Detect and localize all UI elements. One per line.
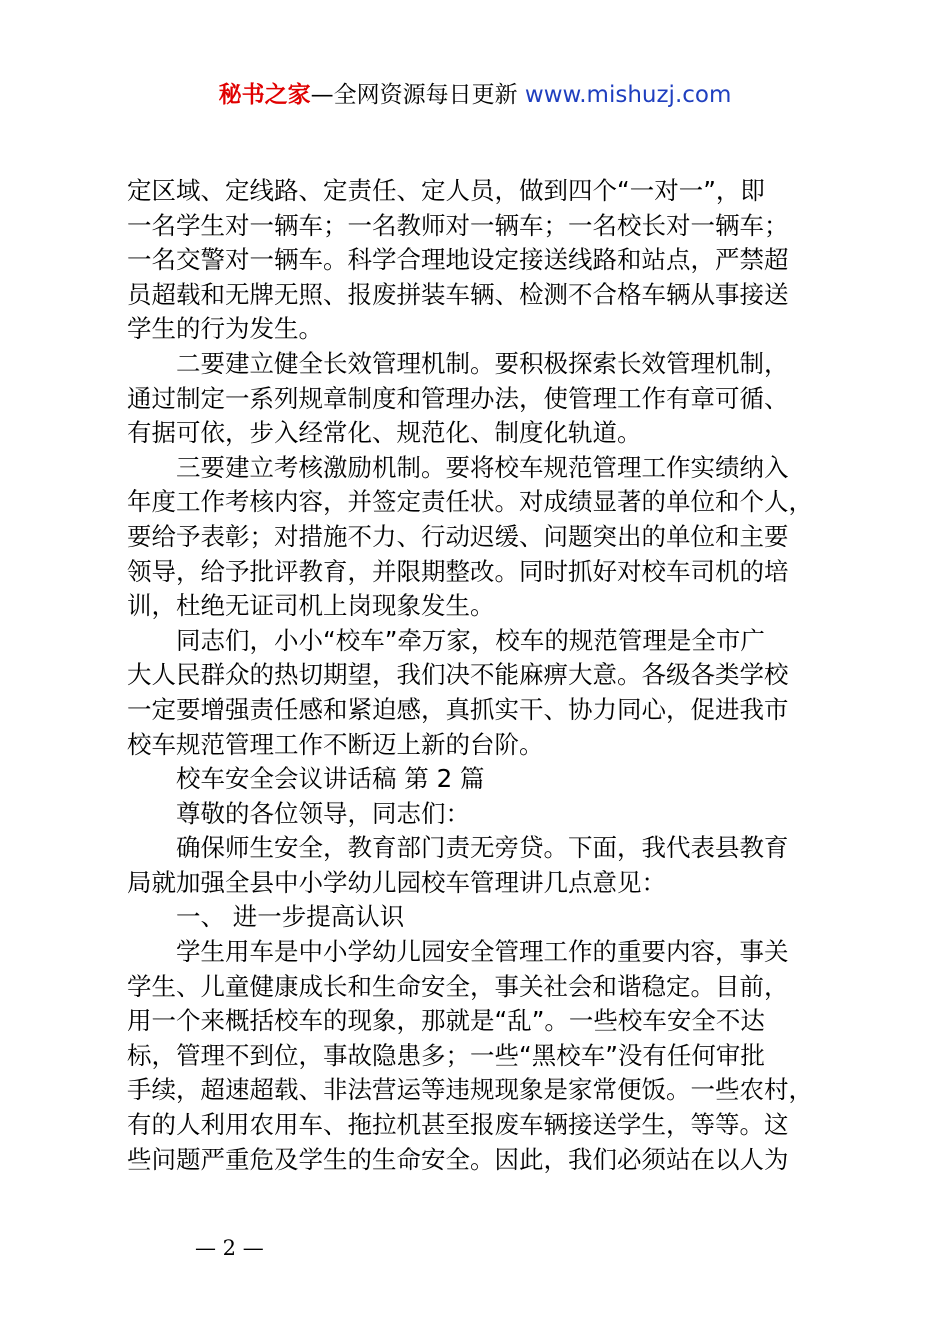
body-line: 学生的行为发生。 [127, 314, 323, 344]
body-line: 领导，给予批评教育，并限期整改。同时抓好对校车司机的培 [127, 556, 789, 586]
body-line: 标，管理不到位，事故隐患多；一些“黑校车”没有任何审批 [127, 1040, 765, 1070]
body-line: 有的人利用农用车、拖拉机甚至报废车辆接送学生，等等。这 [127, 1110, 789, 1140]
body-line: 校车规范管理工作不断迈上新的台阶。 [127, 729, 544, 759]
paragraph-start-line: 同志们，小小“校车”牵万家，校车的规范管理是全市广 [176, 625, 765, 655]
body-line: 大人民群众的热切期望，我们决不能麻痹大意。各级各类学校 [127, 660, 789, 690]
body-line: 学生、儿童健康成长和生命安全，事关社会和谐稳定。目前， [127, 971, 789, 1001]
paragraph-start-line: 学生用车是中小学幼儿园安全管理工作的重要内容，事关 [176, 937, 789, 967]
brand-name: 秘书之家 [218, 82, 311, 108]
site-url: www.mishuzj.com [524, 82, 732, 108]
body-line: 手续，超速超载、非法营运等违规现象是家常便饭。一些农村， [127, 1075, 813, 1105]
body-line: 一定要增强责任感和紧迫感，真抓实干、协力同心，促进我市 [127, 694, 789, 724]
page-number: — 2 — [195, 1236, 264, 1260]
body-line: 要给予表彰；对措施不力、行动迟缓、问题突出的单位和主要 [127, 521, 789, 551]
body-line: 通过制定一系列规章制度和管理办法，使管理工作有章可循、 [127, 383, 789, 413]
document-body [127, 174, 833, 1177]
subsection-heading: 一、 进一步提高认识 [176, 902, 405, 932]
section-title: 校车安全会议讲话稿 第 2 篇 [176, 764, 485, 794]
body-line: 年度工作考核内容，并签定责任状。对成绩显著的单位和个人， [127, 487, 813, 517]
paragraph-start-line: 二要建立健全长效管理机制。要积极探索长效管理机制， [176, 348, 789, 378]
salutation: 尊敬的各位领导，同志们： [176, 798, 470, 828]
page-header [0, 78, 950, 112]
body-line: 些问题严重危及学生的生命安全。因此，我们必须站在以人为 [127, 1144, 789, 1174]
paragraph-start-line: 确保师生安全，教育部门责无旁贷。下面，我代表县教育 [176, 833, 789, 863]
header-tagline: —全网资源每日更新 [310, 82, 525, 108]
body-line: 一名交警对一辆车。科学合理地设定接送线路和站点，严禁超 [127, 245, 789, 275]
body-line: 一名学生对一辆车；一名教师对一辆车；一名校长对一辆车； [127, 210, 789, 240]
body-line: 局就加强全县中小学幼儿园校车管理讲几点意见： [127, 867, 666, 897]
body-line: 员超载和无牌无照、报废拼装车辆、检测不合格车辆从事接送 [127, 279, 789, 309]
body-line: 有据可依，步入经常化、规范化、制度化轨道。 [127, 418, 642, 448]
body-line: 训，杜绝无证司机上岗现象发生。 [127, 591, 495, 621]
body-line: 定区域、定线路、定责任、定人员，做到四个“一对一”，即 [127, 176, 765, 205]
paragraph-start-line: 三要建立考核激励机制。要将校车规范管理工作实绩纳入 [176, 452, 789, 482]
body-line: 用一个来概括校车的现象，那就是“乱”。一些校车安全不达 [127, 1006, 765, 1036]
